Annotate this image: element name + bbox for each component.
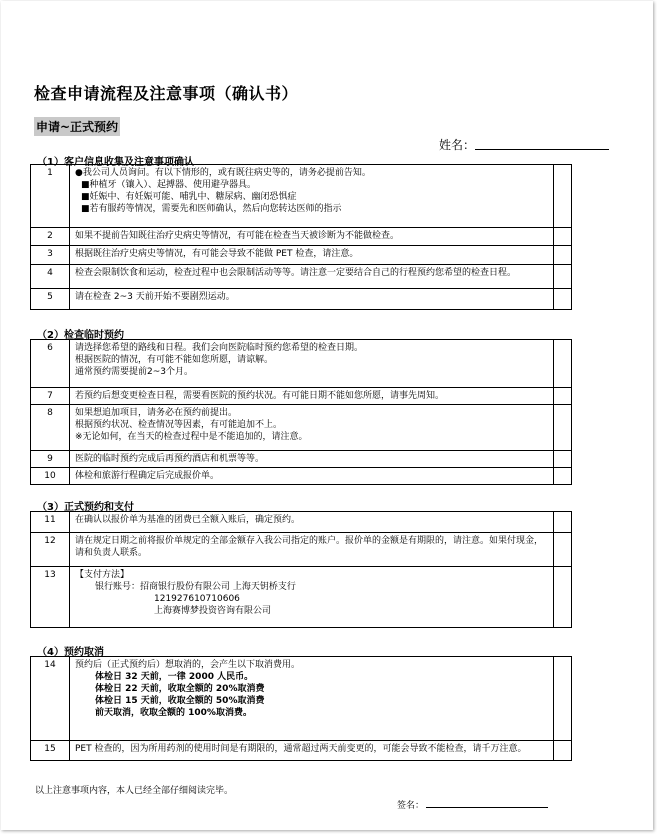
row-line: 前天取消，收取全额的 100%取消费。 [95, 708, 252, 718]
section-table-2 [30, 339, 572, 485]
row-line: 请在规定日期之前将报价单规定的全部金额存入我公司指定的账户。报价单的金额是有期限的，请注意。如果付现金，请和负责人联系。 [75, 536, 544, 558]
row-number: 9 [31, 451, 70, 468]
table-row [31, 340, 572, 388]
confirm-cell[interactable] [554, 228, 572, 246]
row-number: 6 [31, 340, 70, 388]
confirmation-text: 以上注意事项内容，本人已经全部仔细阅读完毕。 [35, 786, 234, 796]
row-line: 体检日 22 天前，收取全额的 20%取消费 [95, 684, 265, 694]
section-title-3: （3）正式预约和支付 [37, 502, 134, 513]
row-line: 根据既往治疗史病史等情况，有可能会导致不能做 PET 检查，请注意。 [75, 249, 359, 259]
row-content [70, 289, 554, 310]
row-content [70, 246, 554, 265]
row-content [70, 165, 554, 228]
row-number: 3 [31, 246, 70, 265]
confirm-cell[interactable] [554, 340, 572, 388]
table-row [31, 567, 572, 628]
row-number: 10 [31, 468, 70, 485]
section-title-4: （4）预约取消 [37, 647, 104, 658]
row-line: 在确认以报价单为基准的团费已全额入账后，确定预约。 [75, 515, 301, 525]
row-line: ●我公司人员询问。有以下情形的，或有既往病史等的，请务必提前告知。 [75, 168, 371, 178]
row-line: 预约后（正式预约后）想取消的，会产生以下取消费用。 [75, 660, 301, 670]
confirm-cell[interactable] [554, 265, 572, 289]
document-page [1, 1, 653, 830]
row-line: PET 检查的，因为所用药剂的使用时间是有期限的，通常超过两天前变更的，可能会导致不能检查，请千万注意。 [75, 744, 527, 754]
row-line: 【支付方法】 [75, 570, 130, 580]
row-number: 8 [31, 405, 70, 451]
row-line: 体检日 15 天前，收取全额的 50%取消费 [95, 696, 265, 706]
row-number: 2 [31, 228, 70, 246]
row-line: 请在检查 2~3 天前开始不要剧烈运动。 [75, 292, 235, 302]
table-row [31, 265, 572, 289]
name-label: 姓名： [439, 138, 476, 152]
row-line: 通常预约需要提前2~3个月。 [75, 367, 193, 377]
row-content [70, 451, 554, 468]
table-row [31, 246, 572, 265]
row-line: 银行账号：招商银行股份有限公司 上海天钥桥支行 [95, 582, 296, 592]
row-line: ■种植牙（镶入）、起搏器、使用避孕器具。 [81, 180, 257, 190]
row-number: 15 [31, 741, 70, 761]
section-badge: 申请~正式预约 [34, 117, 120, 136]
row-content [70, 340, 554, 388]
confirm-cell[interactable] [554, 533, 572, 567]
table-row [31, 405, 572, 451]
table-row [31, 451, 572, 468]
confirm-cell[interactable] [554, 741, 572, 761]
confirm-cell[interactable] [554, 289, 572, 310]
section-table-3 [30, 511, 572, 628]
confirm-cell[interactable] [554, 567, 572, 628]
section-title-2: （2）检查临时预约 [37, 330, 124, 341]
signature-label: 签名： [397, 801, 425, 811]
section-title-1: （1）客户信息收集及注意事项确认 [37, 157, 194, 168]
section-table-1 [30, 164, 572, 310]
row-line: 根据医院的情况，有可能不能如您所愿，请谅解。 [75, 355, 274, 365]
table-row [31, 388, 572, 405]
table-row [31, 165, 572, 228]
row-number: 5 [31, 289, 70, 310]
row-content [70, 388, 554, 405]
page-title: 检查申请流程及注意事项（确认书） [34, 84, 299, 103]
row-content [70, 512, 554, 533]
row-content [70, 567, 554, 628]
row-line: 上海赛博梦投资咨询有限公司 [154, 606, 272, 616]
confirm-cell[interactable] [554, 388, 572, 405]
confirm-cell[interactable] [554, 246, 572, 265]
row-number: 12 [31, 533, 70, 567]
row-content [70, 741, 554, 761]
row-number: 11 [31, 512, 70, 533]
row-content [70, 657, 554, 741]
table-row [31, 533, 572, 567]
confirm-cell[interactable] [554, 165, 572, 228]
row-content [70, 405, 554, 451]
confirm-cell[interactable] [554, 451, 572, 468]
name-field[interactable] [475, 149, 609, 150]
row-content [70, 228, 554, 246]
row-line: ※无论如何，在当天的检查过程中是不能追加的，请注意。 [75, 432, 308, 442]
confirm-cell[interactable] [554, 657, 572, 741]
row-number: 14 [31, 657, 70, 741]
row-line: 根据预约状况、检查情况等因素，有可能追加不上。 [75, 420, 283, 430]
table-row [31, 512, 572, 533]
row-number: 13 [31, 567, 70, 628]
row-number: 4 [31, 265, 70, 289]
confirm-cell[interactable] [554, 512, 572, 533]
confirm-cell[interactable] [554, 468, 572, 485]
row-line: 若预约后想变更检查日程，需要看医院的预约状况。有可能日期不能如您所愿，请事先周知。 [75, 391, 445, 401]
table-row [31, 741, 572, 761]
row-line: 121927610710606 [154, 594, 240, 604]
table-row [31, 228, 572, 246]
row-line: 如果不提前告知既往治疗史病史等情况，有可能在检查当天被诊断为不能做检查。 [75, 231, 400, 241]
table-row [31, 289, 572, 310]
row-line: ■妊娠中、有妊娠可能、哺乳中、糖尿病、幽闭恐惧症 [81, 192, 297, 202]
row-line: ■若有服药等情况，需要先和医师确认，然后向您转达医师的指示 [81, 204, 342, 214]
section-table-4 [30, 656, 572, 761]
row-content [70, 533, 554, 567]
row-line: 请选择您希望的路线和日程。我们会向医院临时预约您希望的检查日期。 [75, 343, 364, 353]
table-row [31, 468, 572, 485]
row-number: 1 [31, 165, 70, 228]
confirm-cell[interactable] [554, 405, 572, 451]
row-line: 体检日 32 天前，一律 2000 人民币。 [95, 672, 254, 682]
row-line: 医院的临时预约完成后再预约酒店和机票等等。 [75, 454, 265, 464]
row-number: 7 [31, 388, 70, 405]
table-row [31, 657, 572, 741]
signature-field[interactable] [426, 807, 548, 808]
row-content [70, 468, 554, 485]
signature-area [397, 798, 548, 811]
row-line: 检查会限制饮食和运动，检查过程中也会限制活动等等。请注意一定要结合自己的行程预约您希望的检查日程。 [75, 268, 517, 278]
row-line: 如果想追加项目，请务必在预约前提出。 [75, 408, 238, 418]
row-line: 体检和旅游行程确定后完成报价单。 [75, 471, 220, 481]
row-content [70, 265, 554, 289]
